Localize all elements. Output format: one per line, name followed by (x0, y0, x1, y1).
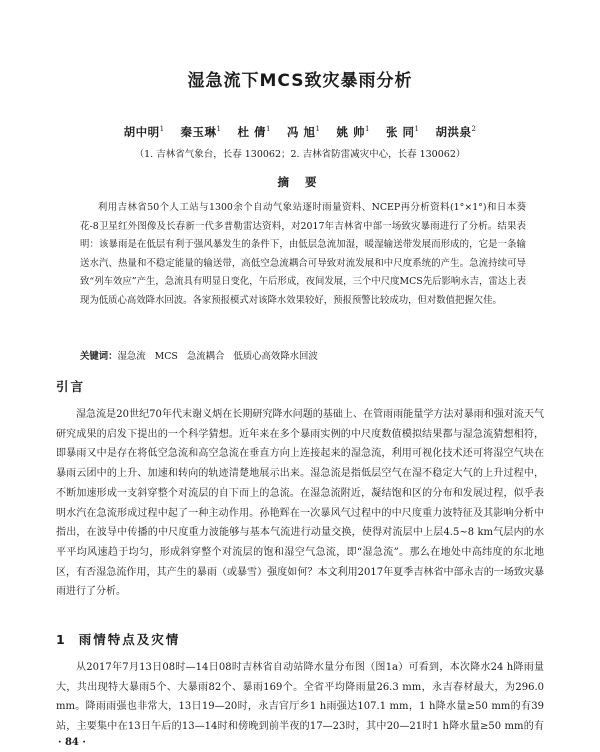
author-affil-mark: 1 (365, 125, 370, 134)
author-name: 秦玉琳 (180, 125, 217, 139)
author-name: 张 同 (385, 125, 415, 139)
author-name: 胡中明 (123, 125, 160, 139)
keyword: 急流耦合 (186, 351, 225, 362)
section-title: 雨情特点及灾情 (78, 632, 181, 647)
author-name: 冯 旭 (287, 125, 316, 139)
page-number: · 84 · (58, 737, 86, 748)
author-affil-mark: 1 (315, 125, 321, 134)
section-1-heading (56, 630, 180, 648)
author-affil-mark: 2 (471, 125, 477, 134)
abstract-text: 利用吉林省50个人工站与1300余个自动气象站逐时雨量资料、NCEP再分析资料(1°×1°)和日本葵花-8卫星红外图像及长春新一代多普勒雷达资料，对2017年吉林省中部一场致灾暴雨进行了分析。结果表明：该暴雨是在低层有利于强风暴发生的条件下，由低层急流加湿，暖湿输送带发展而形成的，它是一条输送水汽、热量和不稳定能量的输送带，高低空急流耦合可导致对流发展和中尺度系统的产生。急流持续可导致“列车效应”产生，急流具有明显日变化，午后形成，夜间发展，三个中尺度MCS先后影响永吉，雷达上表现为低质心高效降水回波。各家预报模式对该降水效果较好，预报预警比较成功，但对数值把握欠佳。 (80, 202, 526, 306)
author (435, 125, 476, 139)
author (287, 125, 320, 139)
author-affil-mark: 1 (414, 125, 420, 134)
author-name: 杜 倩 (237, 125, 267, 139)
author-affil-mark: 1 (216, 125, 222, 134)
abstract-heading: 摘 要 (277, 175, 323, 189)
keywords (80, 350, 526, 364)
paper-title: 湿急流下MCS致灾暴雨分析 (187, 71, 413, 91)
author-affil-mark: 1 (159, 125, 165, 134)
section-number: 1 (56, 632, 67, 647)
keyword: 湿急流 (117, 351, 146, 362)
section-1-paragraph: 从2017年7月13日08时—14日08时吉林省自动站降水量分布图（图1a）可看到，本次降水24 h降雨量大，共出现特大暴雨5个、大暴雨82个、暴雨169个。全省平均降雨量26.3 mm，永吉春材最大，为296.0 mm。降雨雨强也非常大，13日19—20时，永吉官厅乡1 h雨强达107.1 mm，1 h降水量≥50 mm的有39站，主要集中在13日午后的13—14时和傍晚到前半夜的17—23时，其中20—21时1 h降水量≥50 mm的有 (56, 662, 544, 733)
author-list (0, 124, 600, 140)
author (181, 125, 222, 139)
affiliation: （1. 吉林省气象台，长春 130062；2. 吉林省防雷减灾中心，长春 130062） (134, 149, 466, 160)
author-name: 姚 帅 (336, 125, 365, 139)
intro-paragraph: 湿急流是20世纪70年代末谢义炳在长期研究降水问题的基础上、在管雨雨能量学方法对暴雨和强对流天气研究成果的启发下提出的一个科学猜想。近年来在多个暴雨实例的中尺度数值模拟结果都与湿急流猜想相符，即暴雨又中是存在将低空急流和高空急流在垂直方向上连接起来的湿急流，利用可视化技术还可将湿空气块在暴雨云团中的上升、加速和转向的轨迹清楚地展示出来。湿急流是指低层空气在湿不稳定大气的上升过程中，不断加速形成一支斜穿整个对流层的自下而上的急流。在湿急流附近，凝结饱和区的分布和发展过程，似乎表明水汽在急流形成过程中起了一种主动作用。孙艳辉在一次暴风气过程中的中尺度重力波特征及其影响分析中指出，在波导中传播的中尺度重力波能够与基本气流进行动量交换，使得对流层中上层4.5~8 km气层内的水平平均风速趋于均匀，形成斜穿整个对流层的饱和湿空气急流，即“湿急流”。那么在地处中高纬度的东北地区，有否湿急流作用，其产生的暴雨（或暴雪）强度如何？本文利用2017年夏季吉林省中部永吉的一场致灾暴雨进行了分析。 (56, 409, 544, 598)
author (124, 125, 165, 139)
keyword: MCS (154, 351, 178, 362)
keyword: 低质心高效降水回波 (233, 351, 318, 362)
author (238, 125, 271, 139)
author-name: 胡洪泉 (435, 125, 472, 139)
author (336, 125, 369, 139)
intro-heading: 引言 (56, 379, 86, 394)
author (386, 125, 419, 139)
keywords-label: 关键词： (80, 351, 118, 362)
author-affil-mark: 1 (266, 125, 271, 134)
